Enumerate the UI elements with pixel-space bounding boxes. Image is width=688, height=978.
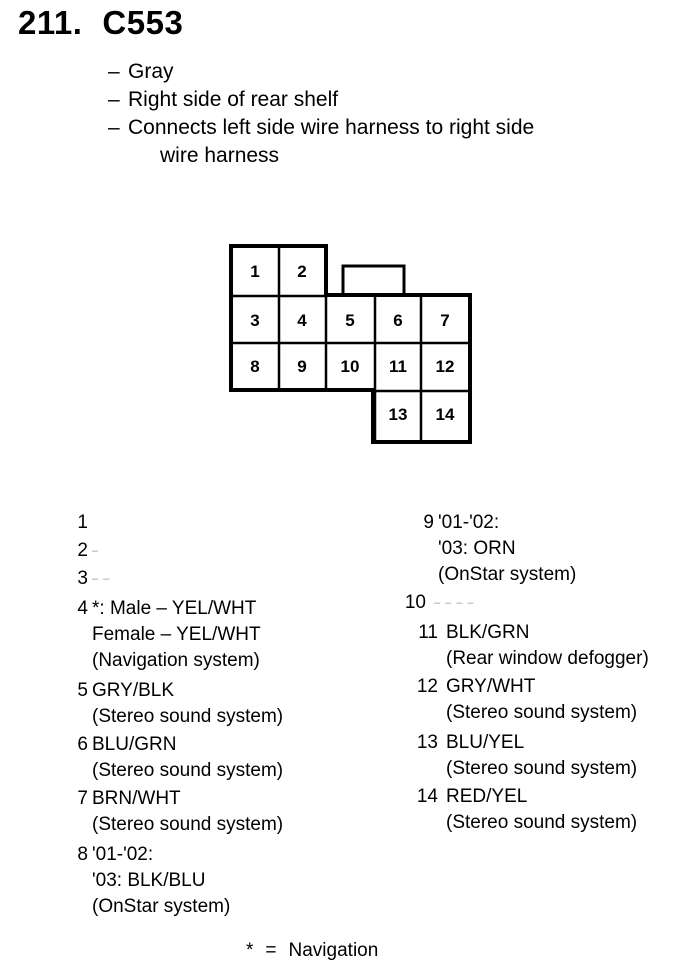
pin-wire-text: GRY/BLK <box>92 680 175 701</box>
pin-wire-text: (Stereo sound system) <box>446 702 638 723</box>
cavity-label: 1 <box>250 262 260 281</box>
cavity-label: 7 <box>440 311 450 330</box>
pin-description <box>446 620 649 672</box>
footnote <box>246 940 390 962</box>
pin-number: 1 <box>77 512 88 533</box>
pin-wire-text: (Stereo sound system) <box>446 812 638 833</box>
footnote-symbol: * <box>246 940 254 961</box>
cavity-label: 11 <box>389 357 407 376</box>
pin-number: 7 <box>77 788 88 809</box>
cavity-label: 3 <box>250 311 260 330</box>
connector-id: C553 <box>102 4 184 41</box>
pin-wire-text: BLU/YEL <box>446 732 525 753</box>
pin-description <box>92 538 99 564</box>
pin-wire-text: (Stereo sound system) <box>446 758 638 779</box>
pin-wire-text: GRY/WHT <box>446 676 536 697</box>
pin-wire-text: (Rear window defogger) <box>446 648 649 669</box>
locking-tab <box>343 266 404 295</box>
pin-wire-text: – <box>92 545 100 557</box>
cavity-label: 9 <box>297 357 307 376</box>
pin-number: 2 <box>77 540 88 561</box>
pin-wire-text: BLK/GRN <box>446 622 530 643</box>
connector-diagram <box>0 0 688 480</box>
pin-description <box>92 596 261 674</box>
description-line: – Right side of rear shelf <box>108 88 339 111</box>
pin-wire-text: – – <box>92 573 111 585</box>
pin-wire-text: '01-'02: <box>92 844 154 865</box>
cavity-label: 4 <box>297 311 307 330</box>
pin-wire-text: (Stereo sound system) <box>92 814 284 835</box>
pin-description <box>92 678 283 730</box>
cavity-label: 8 <box>250 357 260 376</box>
cavity-label: 6 <box>393 311 403 330</box>
pin-number: 11 <box>418 622 438 643</box>
pin-wire-text: (OnStar system) <box>92 896 231 917</box>
pin-description <box>92 842 230 920</box>
pin-wire-text: (Stereo sound system) <box>92 706 284 727</box>
pin-wire-text: – – – – <box>434 597 475 609</box>
pin-number: 4 <box>77 598 88 619</box>
footnote-text: Navigation <box>288 940 379 961</box>
pin-description <box>92 566 110 592</box>
description-line: – Gray <box>108 60 174 83</box>
pin-number: 14 <box>416 786 438 807</box>
pin-number: 9 <box>423 512 434 533</box>
pin-number: 13 <box>416 732 438 753</box>
cavity-label: 10 <box>340 357 360 376</box>
pin-wire-text: RED/YEL <box>446 786 528 807</box>
cavity-label: 5 <box>345 311 355 330</box>
pin-wire-text: '01-'02: <box>438 512 500 533</box>
pin-description <box>438 510 576 588</box>
cavity-label: 13 <box>388 405 408 424</box>
pin-number: 6 <box>77 734 88 755</box>
description-continuation: wire harness <box>160 144 280 167</box>
description-line: – Connects left side wire harness to right side <box>108 116 535 139</box>
pin-description <box>446 730 637 782</box>
pin-number: 8 <box>77 844 88 865</box>
cavity-label: 12 <box>435 357 455 376</box>
pin-wire-text: (Stereo sound system) <box>92 760 284 781</box>
pin-wire-text: Female – YEL/WHT <box>92 624 261 645</box>
pin-description <box>446 674 637 726</box>
pin-wire-text: (OnStar system) <box>438 564 577 585</box>
pin-wire-text: '03: ORN <box>438 538 516 559</box>
footnote-equals: = <box>265 940 277 961</box>
pin-wire-text: (Navigation system) <box>92 650 260 671</box>
pin-number: 10 <box>404 592 426 613</box>
pin-wire-text: BLU/GRN <box>92 734 177 755</box>
pin-wire-text: '03: BLK/BLU <box>92 870 206 891</box>
pin-description <box>92 732 283 784</box>
pin-wire-text: *: Male – YEL/WHT <box>92 598 257 619</box>
section-number: 211. <box>18 4 83 41</box>
pin-number: 12 <box>416 676 438 697</box>
pin-number: 3 <box>77 568 88 589</box>
cavity-label: 14 <box>435 405 455 424</box>
pin-number: 5 <box>77 680 88 701</box>
pin-wire-text: BRN/WHT <box>92 788 181 809</box>
pin-description <box>434 590 475 616</box>
cavity-label: 2 <box>297 262 307 281</box>
pin-description <box>446 784 637 836</box>
pin-description <box>92 786 283 838</box>
